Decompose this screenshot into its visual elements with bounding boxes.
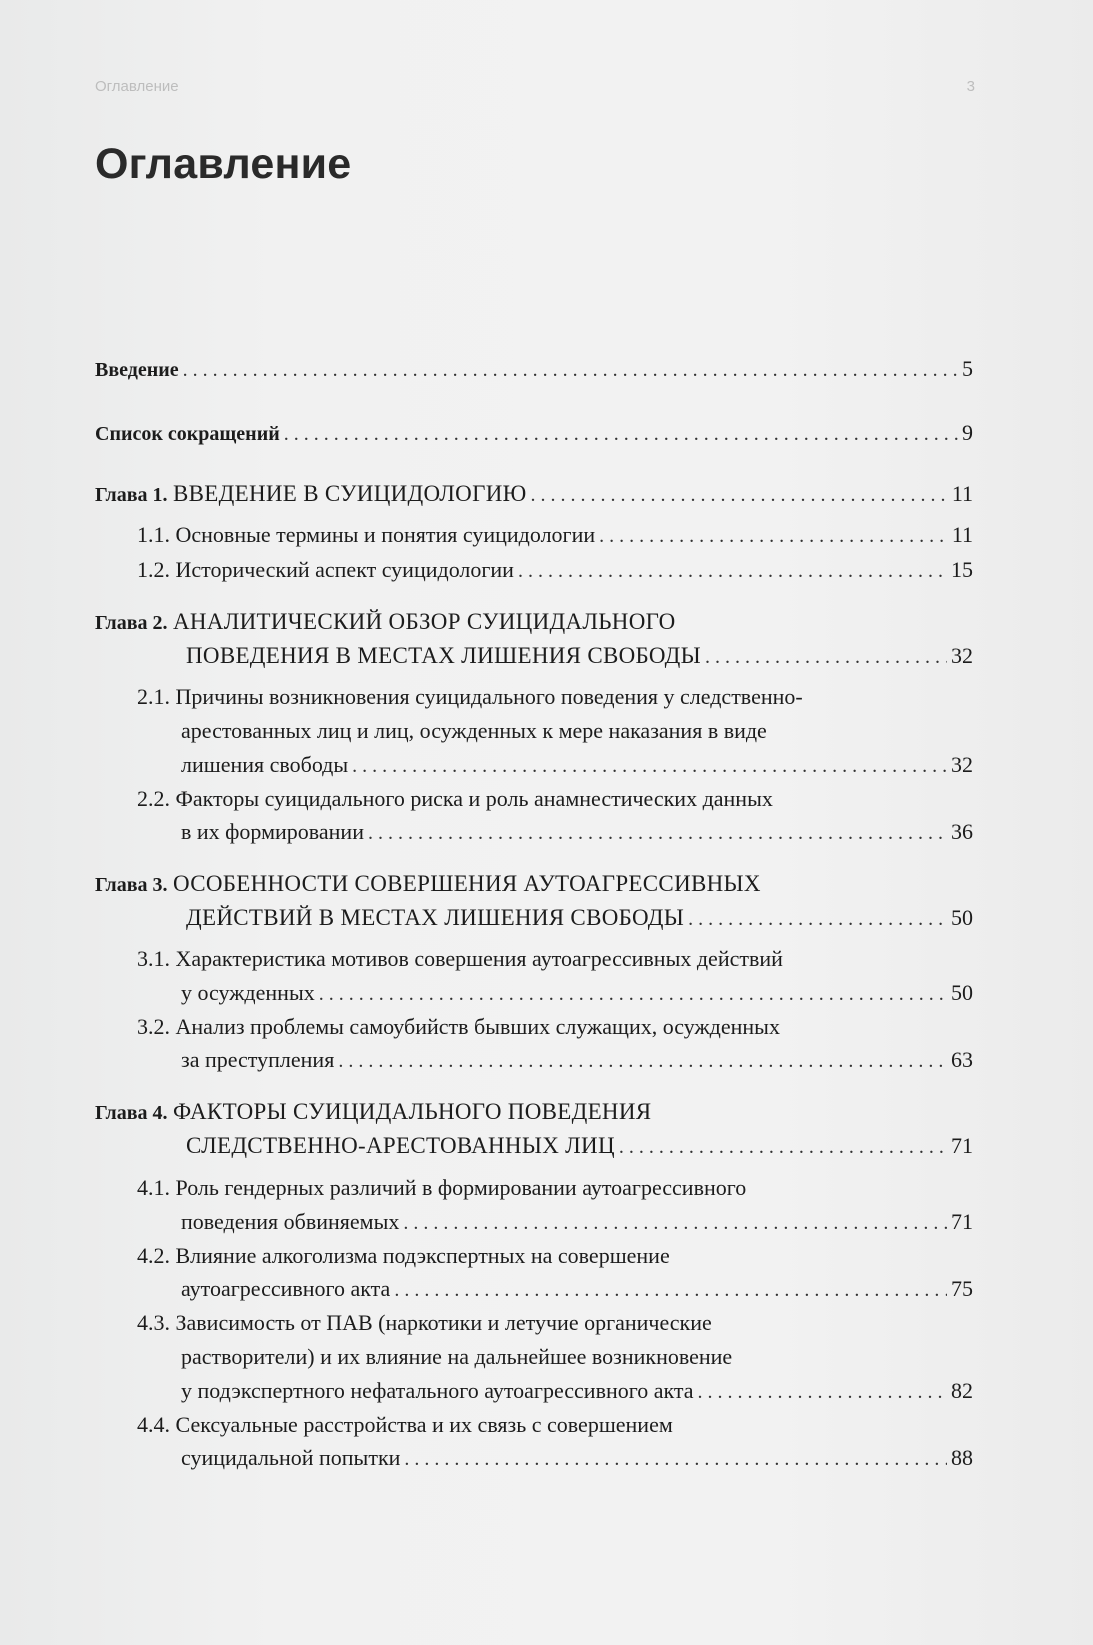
section-title-line-1: Роль гендерных различий в формировании аутоагрессивного: [175, 1175, 747, 1200]
dot-leader: [403, 1206, 947, 1240]
section-heading: [137, 518, 595, 552]
section-number: 1.2.: [137, 557, 170, 582]
toc-section-1-1[interactable]: [137, 518, 973, 553]
section-title-line-1: Причины возникновения суицидального поведения у следственно-: [175, 684, 803, 709]
dot-leader: [338, 1044, 947, 1078]
toc-entry-intro[interactable]: [95, 352, 973, 387]
chapter-title-line-1: ФАКТОРЫ СУИЦИДАЛЬНОГО ПОВЕДЕНИЯ: [173, 1099, 652, 1124]
section-heading: [137, 553, 514, 587]
chapter-title-line-2: ПОВЕДЕНИЯ В МЕСТАХ ЛИШЕНИЯ СВОБОДЫ: [186, 643, 701, 668]
toc-section-2-2[interactable]: [181, 815, 973, 850]
toc-section-2-1[interactable]: [181, 748, 973, 783]
section-title: Основные термины и понятия суицидологии: [175, 522, 596, 547]
dot-leader: [531, 478, 948, 512]
section-number: 3.1.: [137, 946, 170, 971]
chapter-title-line-1: ОСОБЕННОСТИ СОВЕРШЕНИЯ АУТОАГРЕССИВНЫХ: [173, 871, 761, 896]
toc-page-number: 32: [951, 752, 973, 777]
dot-leader: [688, 902, 947, 936]
chapter-label: Глава 4.: [95, 1102, 168, 1124]
dot-leader: [698, 1375, 947, 1409]
page-title: Оглавление: [95, 140, 352, 188]
toc-page-number: 50: [951, 980, 973, 1005]
dot-leader: [705, 640, 947, 674]
toc-page-number: 82: [951, 1378, 973, 1403]
toc-section-3-2[interactable]: [181, 1043, 973, 1078]
toc-chapter-2[interactable]: [186, 639, 973, 674]
section-number: 4.1.: [137, 1175, 170, 1200]
dot-leader: [368, 816, 947, 850]
section-title-line-1: Характеристика мотивов совершения аутоагрессивных действий: [175, 946, 783, 971]
section-number: 3.2.: [137, 1014, 170, 1039]
section-title-line-1: Зависимость от ПАВ (наркотики и летучие органические: [175, 1310, 712, 1335]
toc-page-number: 71: [951, 1133, 973, 1158]
section-number: 4.3.: [137, 1310, 170, 1335]
section-number: 2.1.: [137, 684, 170, 709]
dot-leader: [599, 519, 948, 553]
toc-section-4-2-line-1[interactable]: [137, 1239, 670, 1273]
toc-page-number: 11: [951, 522, 973, 547]
toc-section-4-4-line-1[interactable]: [137, 1408, 673, 1442]
chapter-label: Глава 1.: [95, 484, 168, 506]
section-number: 2.2.: [137, 786, 170, 811]
section-title: Исторический аспект суицидологии: [175, 557, 514, 582]
chapter-label: Глава 3.: [95, 874, 168, 896]
section-number: 4.4.: [137, 1412, 170, 1437]
toc-page-number: 50: [951, 905, 973, 930]
chapter-title-line-1: АНАЛИТИЧЕСКИЙ ОБЗОР СУИЦИДАЛЬНОГО: [173, 609, 676, 634]
section-title-line-2: арестованных лиц и лиц, осужденных к мере наказания в виде: [181, 718, 767, 743]
section-title-line-3: у подэкспертного нефатального аутоагрессивного акта: [181, 1378, 694, 1403]
toc-page-number: 71: [951, 1209, 973, 1234]
toc-section-4-3-line-2: [181, 1340, 732, 1374]
toc-chapter-2-heading[interactable]: [95, 605, 676, 640]
toc-page-number: 9: [962, 420, 973, 445]
section-title-line-1: Факторы суицидального риска и роль анамнестических данных: [175, 786, 773, 811]
dot-leader: [404, 1442, 947, 1476]
running-header-page: 3: [966, 78, 975, 95]
toc-section-4-4[interactable]: [181, 1441, 973, 1476]
toc-section-4-1-line-1[interactable]: [137, 1171, 746, 1205]
section-title-line-2: суицидальной попытки: [181, 1445, 401, 1470]
chapter-label: Глава 2.: [95, 612, 168, 634]
toc-section-3-1[interactable]: [181, 976, 973, 1011]
toc-section-2-2-line-1[interactable]: [137, 782, 773, 816]
dot-leader: [619, 1130, 947, 1164]
section-title-line-2: поведения обвиняемых: [181, 1209, 400, 1234]
toc-page-number: 75: [951, 1276, 973, 1301]
toc-section-4-2[interactable]: [181, 1272, 973, 1307]
chapter-title: ВВЕДЕНИЕ В СУИЦИДОЛОГИЮ: [173, 481, 527, 506]
toc-entry-abbreviations[interactable]: [95, 416, 973, 451]
toc-chapter-3[interactable]: [186, 901, 973, 936]
toc-section-4-3[interactable]: [181, 1374, 973, 1409]
toc-section-4-1[interactable]: [181, 1205, 973, 1240]
section-title-line-1: Сексуальные расстройства и их связь с совершением: [175, 1412, 673, 1437]
section-title-line-2: за преступления: [181, 1047, 335, 1072]
dot-leader: [352, 749, 947, 783]
chapter-title-line-2: ДЕЙСТВИЙ В МЕСТАХ ЛИШЕНИЯ СВОБОДЫ: [186, 905, 685, 930]
dot-leader: [319, 977, 947, 1011]
toc-page-number: 36: [951, 819, 973, 844]
chapter-heading: [95, 477, 527, 512]
toc-page-number: 63: [951, 1047, 973, 1072]
section-title-line-1: Анализ проблемы самоубийств бывших служащих, осужденных: [175, 1014, 780, 1039]
dot-leader: [284, 417, 958, 451]
chapter-title-line-2: СЛЕДСТВЕННО-АРЕСТОВАННЫХ ЛИЦ: [186, 1133, 615, 1158]
section-title-line-2: у осужденных: [181, 980, 315, 1005]
running-header: [95, 78, 975, 95]
section-number: 1.1.: [137, 522, 170, 547]
toc-section-4-3-line-1[interactable]: [137, 1306, 712, 1340]
section-number: 4.2.: [137, 1243, 170, 1268]
dot-leader: [183, 353, 958, 387]
toc-page-number: 5: [962, 356, 973, 381]
running-header-title: Оглавление: [95, 78, 179, 95]
toc-chapter-3-heading[interactable]: [95, 867, 761, 902]
toc-chapter-1[interactable]: [95, 477, 973, 512]
toc-entry-label: Введение: [95, 359, 179, 381]
toc-chapter-4[interactable]: [186, 1129, 973, 1164]
dot-leader: [518, 554, 947, 588]
toc-section-3-1-line-1[interactable]: [137, 942, 783, 976]
section-title-line-2: растворители) и их влияние на дальнейшее возникновение: [181, 1344, 733, 1369]
section-title-line-3: лишения свободы: [181, 752, 349, 777]
toc-section-1-2[interactable]: [137, 553, 973, 588]
toc-page-number: 32: [951, 643, 973, 668]
toc-section-2-1-line-1[interactable]: [137, 680, 803, 714]
toc-page-number: 15: [951, 557, 973, 582]
toc-section-3-2-line-1[interactable]: [137, 1010, 780, 1044]
dot-leader: [394, 1273, 947, 1307]
section-title-line-2: аутоагрессивного акта: [181, 1276, 391, 1301]
section-title-line-1: Влияние алкоголизма подэкспертных на совершение: [175, 1243, 670, 1268]
section-title-line-2: в их формировании: [181, 819, 364, 844]
toc-page-number: 88: [951, 1445, 973, 1470]
toc-entry-label: Список сокращений: [95, 423, 280, 445]
toc-chapter-4-heading[interactable]: [95, 1095, 651, 1130]
toc-page-number: 11: [951, 481, 973, 506]
toc-section-2-1-line-2: [181, 714, 767, 748]
